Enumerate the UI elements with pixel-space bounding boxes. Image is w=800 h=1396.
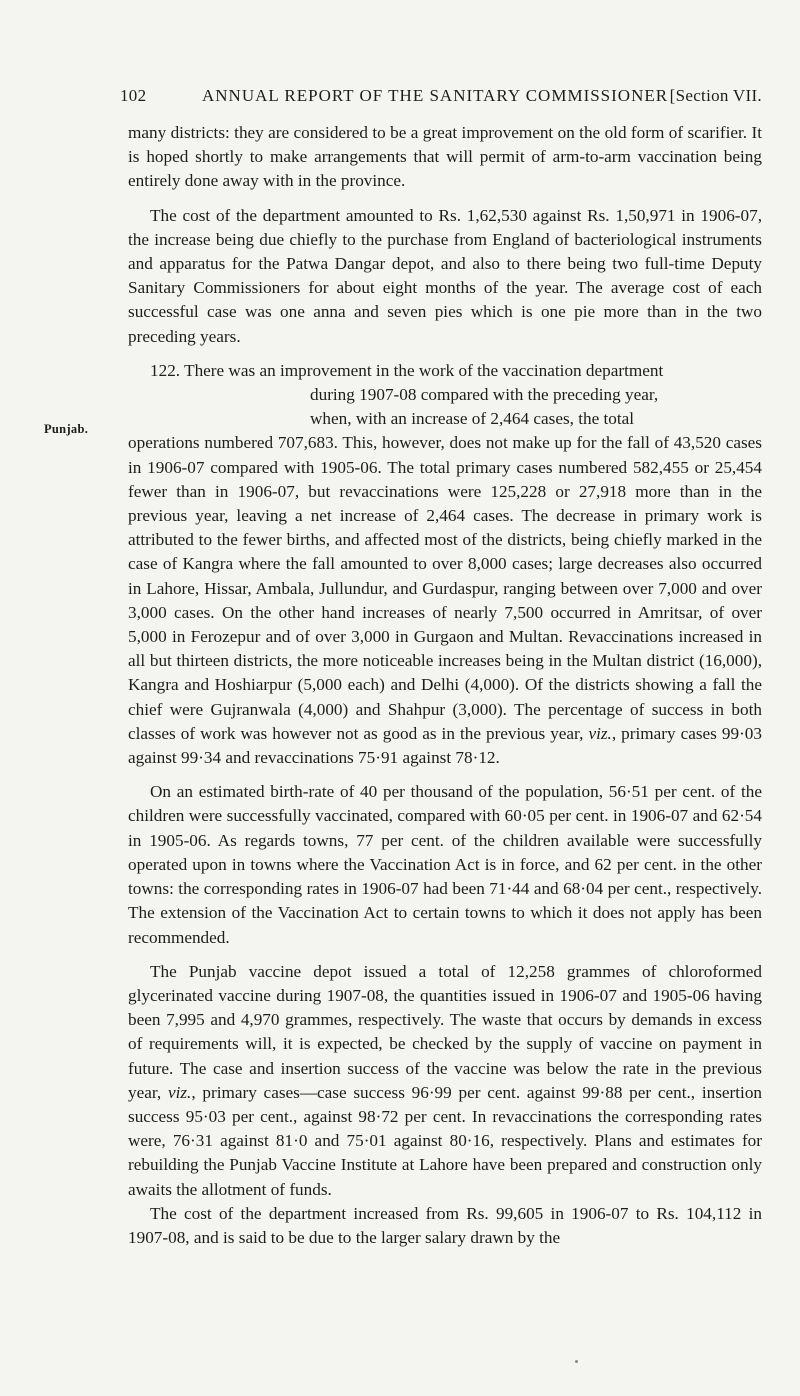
running-title: ANNUAL REPORT OF THE SANITARY COMMISSIONER <box>202 86 669 105</box>
paragraph-122-body: operations numbered 707,683. This, however, does not make up for the fall of 43,520 cases in 1906-07 compared with 1905-06. The total primary cases numbered 582,455 or 25,454 fewer than in 1906-07, but revaccinations were 125,228 or 27,918 more than in the previous year, leaving a net increase of 2,464 cases. The decrease in primary work is attributed to the fewer births, and affected most of the districts, being chiefly marked in the case of Kangra where the fall amounted to over 8,000 cases; large decreases also occurred in Lahore, Hissar, Ambala, Jullundur, and Gurdaspur, ranging between over 7,000 and over 3,000 cases. On the other hand increases of nearly 7,500 occurred in Amritsar, of over 5,000 in Ferozepur and of over 3,000 in Gurgaon and Multan. Revaccinations increased in all but thirteen districts, the more noticeable increases being in the Multan district (16,000), Kangra and Hoshiarpur (5,000 each) and Delhi (4,000). Of the districts showing a fall the chief were Gujranwala (4,000) and Shahpur (3,000). The percentage of success in both classes of work was however not as good as in the previous year, <box>128 433 762 743</box>
paragraph-1: many districts: they are considered to be a great improvement on the old form of scarifier. It is hoped shortly to make arrangements that will permit of arm-to-arm vaccination being entirely done away with in the province. <box>128 123 762 191</box>
paragraph-122-end: , primary cases 99·03 against 99·34 and revaccinations 75·91 against 78·12. <box>128 723 762 768</box>
paragraph-122-line2: during 1907-08 compared with the preceding year, <box>310 385 659 405</box>
page-header <box>120 86 762 108</box>
page-number: 102 <box>120 86 147 105</box>
body-text <box>128 121 762 1250</box>
paragraph-birth-rate: On an estimated birth-rate of 40 per thousand of the population, 56·51 per cent. of the children were successfully vaccinated, compared with 60·05 per cent. in 1906-07 and 62·54 in 1905-06. As regards towns, 77 per cent. of the children available were successfully operated upon in towns where the Vaccination Act is in force, and 62 per cent. in the other towns: the corresponding rates in 1906-07 had been 71·44 and 68·04 per cent., respectively. The extension of the Vaccination Act to certain towns to which it does not apply has been recommended. <box>128 782 762 947</box>
paragraph-122 <box>128 359 762 770</box>
paragraph-vaccine-depot-a: The Punjab vaccine depot issued a total of 12,258 grammes of chloroformed glycerinated vaccine during 1907-08, the quantities issued in 1906-07 and 1905-06 having been 7,995 and 4,970 grammes, respectively. The waste that occurs by demands in excess of requirements will, it is expected, be checked by the supply of vaccine on payment in future. The case and insertion success of the vaccine was below the rate in the previous year, <box>128 961 762 1102</box>
paragraph-122-viz: viz. <box>588 723 612 743</box>
paragraph-vaccine-depot-b: , primary cases—case success 96·99 per cent. against 99·88 per cent., insertion success 95·03 per cent., against 98·72 per cent. In revaccinations the corresponding rates were, 76·31 against 81·0 and 75·01 against 80·16, respectively. Plans and estimates for rebuilding the Punjab Vaccine Institute at Lahore have been prepared and construction only awaits the allotment of funds. <box>128 1082 763 1199</box>
ink-speck <box>575 1360 578 1363</box>
paragraph-122-line3: when, with an increase of 2,464 cases, the total <box>310 409 635 429</box>
paragraph-2: The cost of the department amounted to Rs. 1,62,530 against Rs. 1,50,971 in 1906-07, the increase being due chiefly to the purchase from England of bacteriological instruments and apparatus for the Patwa Dangar depot, and also to there being two full-time Deputy Sanitary Commissioners for about eight months of the year. The average cost of each successful case was one anna and seven pies which is one pie more than in the two preceding years. <box>128 205 762 346</box>
paragraph-vaccine-depot <box>128 960 762 1202</box>
section-label: [Section VII. <box>669 86 762 105</box>
paragraph-vaccine-depot-viz: viz. <box>167 1082 192 1102</box>
paragraph-cost: The cost of the department increased from Rs. 99,605 in 1906-07 to Rs. 104,112 in 1907-08, and is said to be due to the larger salary drawn by the <box>128 1203 762 1247</box>
paragraph-122-line1: 122. There was an improvement in the work of the vaccination department <box>150 360 664 380</box>
margin-note-punjab: Punjab. <box>44 422 89 436</box>
